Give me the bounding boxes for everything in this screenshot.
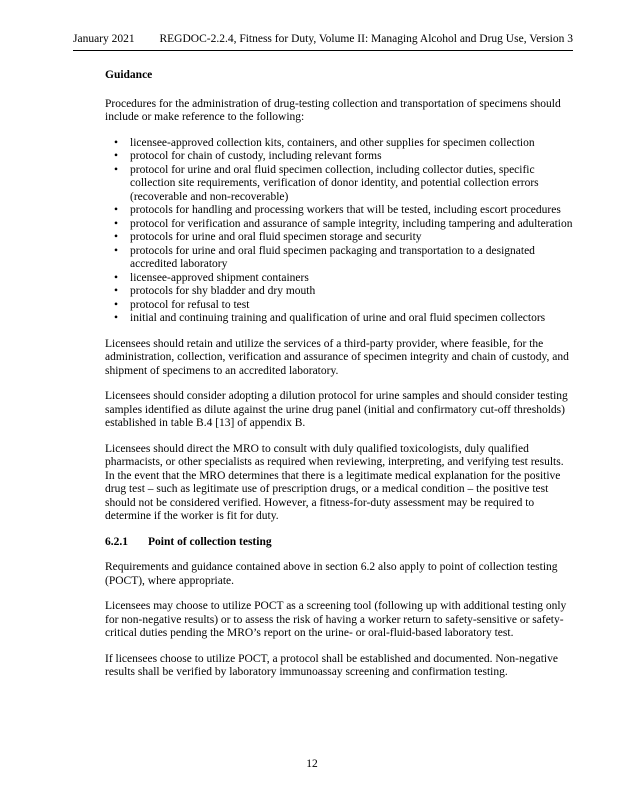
procedures-list — [105, 137, 574, 326]
page-number: 12 — [306, 758, 318, 770]
page-content — [105, 69, 574, 692]
section-number: 6.2.1 — [105, 535, 128, 548]
body-paragraph: Licensees should direct the MRO to consult with duly qualified toxicologists, duly qualified pharmacists, or other specialists as required when reviewing, interpreting, and verifying test results. In the event that the MRO determines that there is a legitimate medical explanation for the positive drug test – such as legitimate use of prescription drugs, or a medical condition – the positive test should not be considered verified. However, a fitness-for-duty assessment may be required to determine if the worker is fit for duty. — [105, 442, 564, 522]
list-item: • protocol for verification and assurance of sample integrity, including tampering and adulteration — [105, 218, 574, 232]
header-date: January 2021 — [73, 33, 135, 45]
list-item: • licensee-approved shipment containers — [105, 272, 574, 286]
body-paragraph: Licensees may choose to utilize POCT as a screening tool (following up with additional testing only for non-negative results) or to assess the risk of having a worker return to safety-sensitive or safety-critical duties pending the MRO’s report on the urine- or oral-fluid-based laboratory test. — [105, 600, 567, 639]
list-item: • protocols for handling and processing workers that will be tested, including escort procedures — [105, 204, 574, 218]
list-item: • protocols for shy bladder and dry mouth — [105, 285, 574, 299]
list-item: • protocols for urine and oral fluid specimen packaging and transportation to a designated accredited laboratory — [105, 245, 574, 272]
section-title: Point of collection testing — [148, 535, 272, 548]
body-paragraph: Requirements and guidance contained above in section 6.2 also apply to point of collection testing (POCT), where appropriate. — [105, 561, 558, 587]
page-footer — [0, 758, 624, 770]
body-paragraph: If licensees choose to utilize POCT, a protocol shall be established and documented. Non-negative results shall be verified by laboratory immunoassay screening and confirmation testing. — [105, 652, 558, 678]
section-heading — [105, 536, 574, 550]
intro-paragraph: Procedures for the administration of drug-testing collection and transportation of specimens should include or make reference to the following: — [105, 97, 561, 123]
page-header — [73, 33, 573, 51]
list-item: • licensee-approved collection kits, containers, and other supplies for specimen collection — [105, 137, 574, 151]
list-item: • protocols for urine and oral fluid specimen storage and security — [105, 231, 574, 245]
guidance-heading: Guidance — [105, 69, 153, 81]
list-item: • protocol for urine and oral fluid specimen collection, including collector duties, specific collection site requirements, verification of donor identity, and potential collection errors (recoverable and non-recoverable) — [105, 164, 574, 205]
list-item: • initial and continuing training and qualification of urine and oral fluid specimen collectors — [105, 312, 574, 326]
list-item: • protocol for chain of custody, including relevant forms — [105, 150, 574, 164]
list-item: • protocol for refusal to test — [105, 299, 574, 313]
body-paragraph: Licensees should consider adopting a dilution protocol for urine samples and should consider testing samples identified as dilute against the urine drug panel (initial and confirmatory cut-off thresholds) established in table B.4 [13] of appendix B. — [105, 390, 568, 429]
header-doc-title: REGDOC-2.2.4, Fitness for Duty, Volume II: Managing Alcohol and Drug Use, Version 3 — [159, 33, 573, 45]
body-paragraph: Licensees should retain and utilize the services of a third-party provider, where feasible, for the administration, collection, verification and assurance of specimen integrity and chain of custody, and shipment of specimens to an accredited laboratory. — [105, 337, 569, 377]
